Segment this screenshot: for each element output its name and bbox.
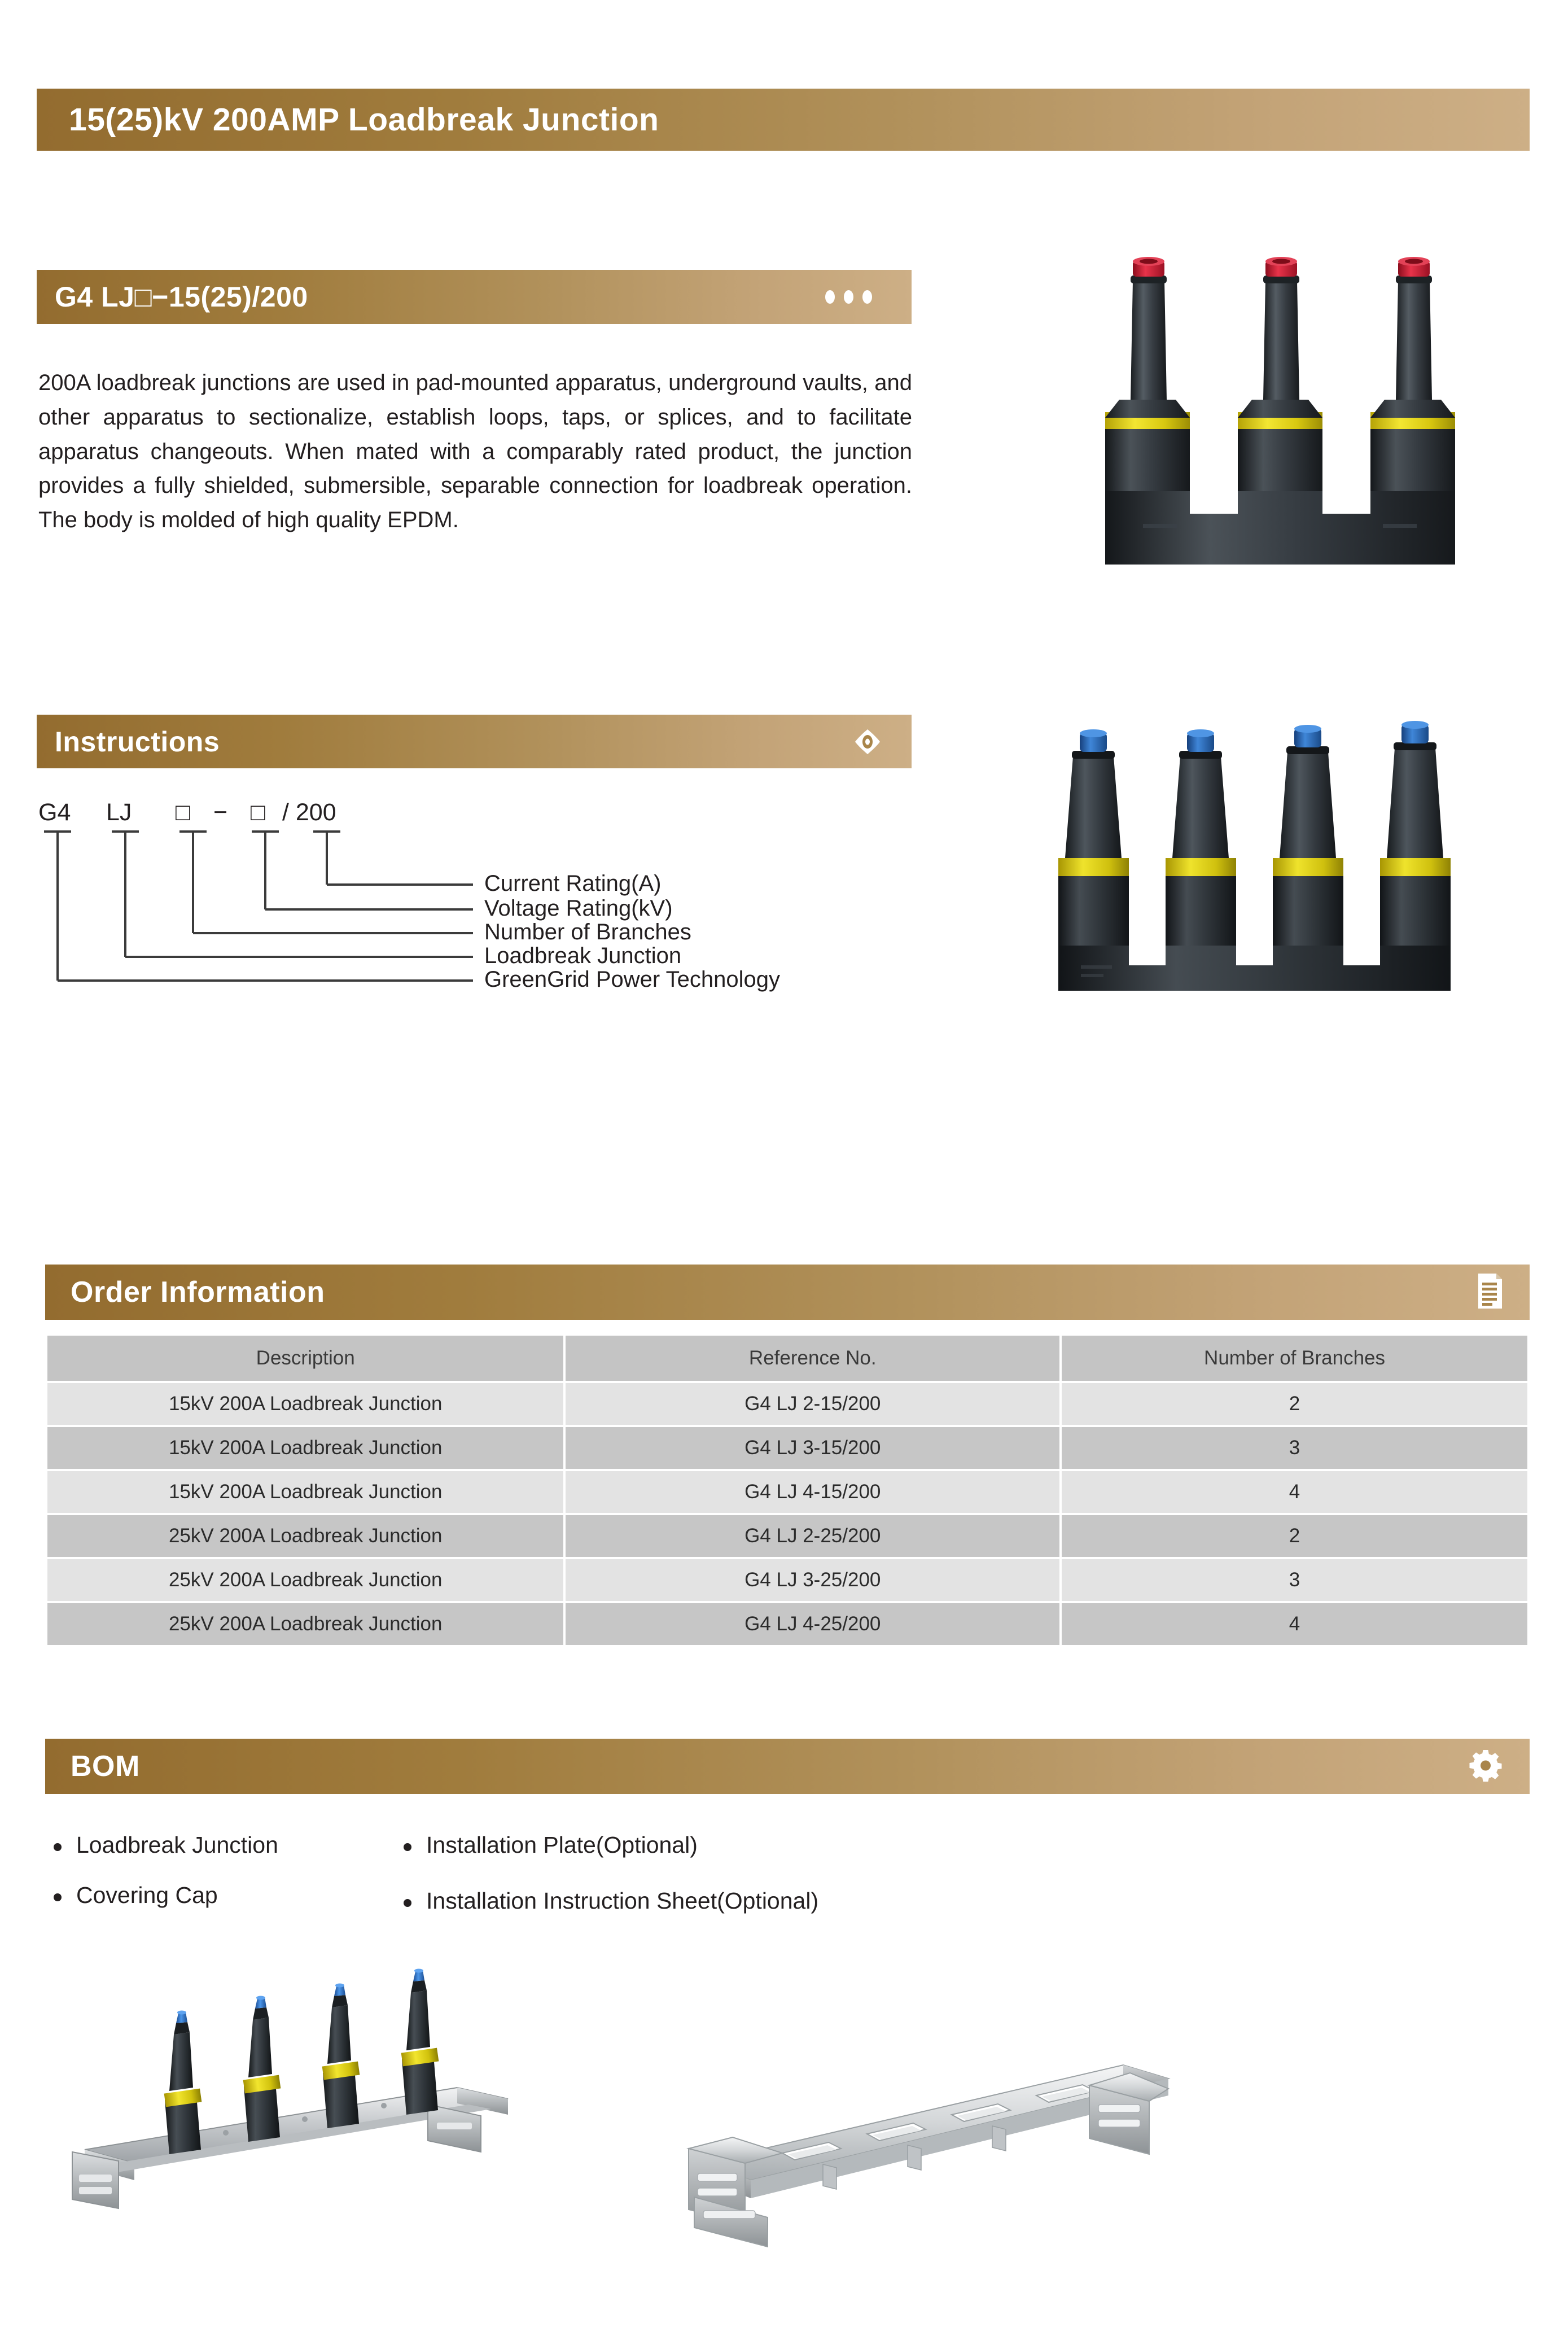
callout-number-branches: Number of Branches — [484, 920, 691, 944]
cell-description: 15kV 200A Loadbreak Junction — [47, 1427, 563, 1469]
cell-reference: G4 LJ 3-15/200 — [566, 1427, 1059, 1469]
cell-description: 25kV 200A Loadbreak Junction — [47, 1603, 563, 1645]
installation-plate-photo — [672, 2038, 1180, 2264]
cell-description: 25kV 200A Loadbreak Junction — [47, 1515, 563, 1557]
part-number-breakdown-diagram — [38, 799, 919, 1160]
list-item — [404, 1832, 1109, 1858]
bom-bar — [45, 1739, 1530, 1794]
table-row — [47, 1603, 1527, 1645]
order-information-title: Order Information — [71, 1276, 325, 1309]
bom-list-left-column — [54, 1832, 404, 1909]
page-header-bar — [37, 89, 1530, 151]
document-list-icon — [1476, 1272, 1504, 1310]
bullet-icon — [54, 1843, 62, 1851]
bom-list-right-column — [404, 1832, 1109, 1914]
instructions-title: Instructions — [55, 725, 220, 758]
code-token-4: □ — [251, 799, 265, 826]
list-item — [54, 1882, 404, 1909]
cell-branches: 2 — [1062, 1515, 1527, 1557]
product-description: 200A loadbreak junctions are used in pad-mounted apparatus, underground vaults, and other apparatus to sectionalize, establish loops, taps, or splices, and to facilitate apparatus changeouts. When mated with a comparably rated product, the junction provides a fully shielded, submersible, separable connection for loadbreak operation. The body is molded of high quality EPDM. — [38, 370, 912, 533]
code-token-5: / 200 — [282, 799, 336, 826]
callout-voltage-rating: Voltage Rating(kV) — [484, 896, 673, 921]
callout-greengrid: GreenGrid Power Technology — [484, 967, 780, 992]
code-token-0: G4 — [38, 799, 71, 826]
order-information-bar — [45, 1265, 1530, 1320]
cell-branches: 3 — [1062, 1559, 1527, 1601]
bom-item-label: Installation Plate(Optional) — [426, 1832, 698, 1858]
column-header-description: Description — [47, 1336, 563, 1381]
bullet-icon — [404, 1843, 411, 1851]
column-header-reference: Reference No. — [566, 1336, 1059, 1381]
table-header-row — [47, 1336, 1527, 1381]
table-row — [47, 1515, 1527, 1557]
bom-item-label: Covering Cap — [76, 1882, 218, 1908]
leader-lines — [38, 799, 919, 1160]
cell-reference: G4 LJ 4-25/200 — [566, 1603, 1059, 1645]
bom-title: BOM — [71, 1750, 140, 1783]
cell-description: 25kV 200A Loadbreak Junction — [47, 1559, 563, 1601]
bom-item-label: Installation Instruction Sheet(Optional) — [426, 1888, 819, 1914]
list-item — [54, 1832, 404, 1858]
bom-item-label: Loadbreak Junction — [76, 1832, 278, 1858]
table-row — [47, 1471, 1527, 1513]
three-dots-icon — [825, 290, 872, 304]
cell-reference: G4 LJ 2-25/200 — [566, 1515, 1059, 1557]
three-branch-junction-photo — [1047, 248, 1499, 581]
callout-loadbreak-junction: Loadbreak Junction — [484, 943, 682, 968]
cell-branches: 4 — [1062, 1471, 1527, 1513]
cell-branches: 3 — [1062, 1427, 1527, 1469]
bullet-icon — [54, 1893, 62, 1901]
code-token-3: − — [213, 799, 228, 826]
junction-on-installation-plate-photo — [62, 1953, 536, 2224]
eye-icon — [852, 726, 883, 758]
cell-description: 15kV 200A Loadbreak Junction — [47, 1471, 563, 1513]
table-row — [47, 1383, 1527, 1425]
product-code-title: G4 LJ□−15(25)/200 — [55, 281, 308, 313]
code-token-2: □ — [176, 799, 190, 826]
cell-reference: G4 LJ 3-25/200 — [566, 1559, 1059, 1601]
cell-description: 15kV 200A Loadbreak Junction — [47, 1383, 563, 1425]
gear-icon — [1469, 1749, 1503, 1783]
instructions-bar — [37, 715, 912, 768]
table-row — [47, 1427, 1527, 1469]
four-branch-junction-photo — [1024, 717, 1521, 1005]
cell-reference: G4 LJ 4-15/200 — [566, 1471, 1059, 1513]
callout-current-rating: Current Rating(A) — [484, 871, 662, 896]
order-information-table — [45, 1333, 1530, 1647]
bullet-icon — [404, 1899, 411, 1907]
page-title: 15(25)kV 200AMP Loadbreak Junction — [69, 102, 659, 138]
cell-reference: G4 LJ 2-15/200 — [566, 1383, 1059, 1425]
code-token-1: LJ — [106, 799, 132, 826]
cell-branches: 4 — [1062, 1603, 1527, 1645]
product-code-bar — [37, 270, 912, 324]
table-row — [47, 1559, 1527, 1601]
list-item — [404, 1888, 1109, 1914]
column-header-branches: Number of Branches — [1062, 1336, 1527, 1381]
cell-branches: 2 — [1062, 1383, 1527, 1425]
